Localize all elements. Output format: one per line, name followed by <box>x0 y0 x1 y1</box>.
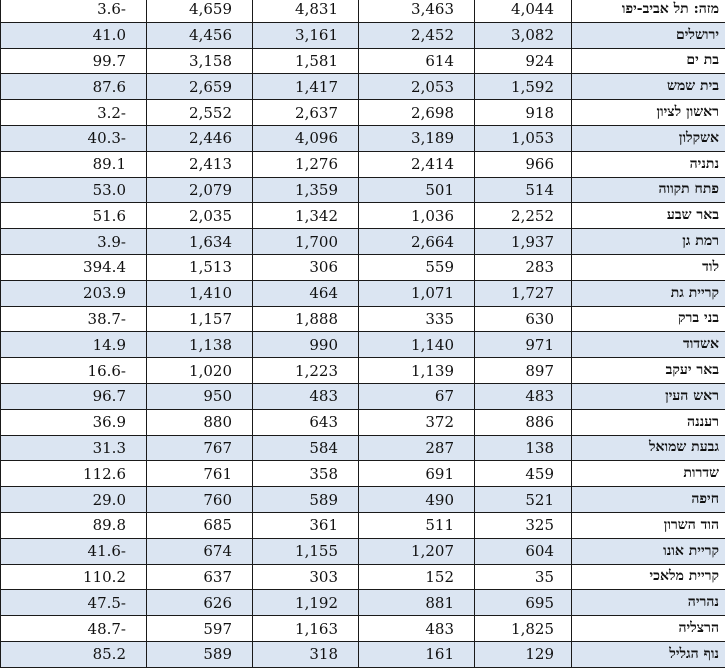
value-cell: 361 <box>253 513 359 538</box>
value-cell: 1,700 <box>253 229 359 254</box>
value-cell: 1,163 <box>253 616 359 641</box>
value-cell: 3,158 <box>147 49 253 74</box>
value-cell: 2,664 <box>359 229 475 254</box>
city-name-cell: רעננה <box>687 413 719 430</box>
value-cell: 358 <box>253 461 359 486</box>
value-cell: 521 <box>475 487 572 512</box>
value-cell: 604 <box>475 539 572 564</box>
value-cell: 3,189 <box>359 126 475 151</box>
city-name-cell: לוד <box>702 258 719 275</box>
change-percent-cell: 48.7- <box>0 616 147 641</box>
city-name-cell: באר יעקב <box>665 362 719 379</box>
value-cell: 372 <box>359 410 475 435</box>
value-cell: 1,053 <box>475 126 572 151</box>
table-row <box>0 616 725 642</box>
value-cell: 1,207 <box>359 539 475 564</box>
value-cell: 1,223 <box>253 358 359 383</box>
change-percent-cell: 31.3 <box>0 436 147 461</box>
change-percent-cell: 40.3- <box>0 126 147 151</box>
city-name-cell: נהריה <box>687 594 719 611</box>
value-cell: 306 <box>253 255 359 280</box>
value-cell: 597 <box>147 616 253 641</box>
value-cell: 2,452 <box>359 23 475 48</box>
change-percent-cell: 41.0 <box>0 23 147 48</box>
city-name-cell: שדרות <box>683 465 719 482</box>
value-cell: 1,581 <box>253 49 359 74</box>
change-percent-cell: 41.6- <box>0 539 147 564</box>
value-cell: 1,140 <box>359 332 475 357</box>
change-percent-cell: 110.2 <box>0 565 147 590</box>
change-percent-cell: 89.1 <box>0 152 147 177</box>
value-cell: 1,825 <box>475 616 572 641</box>
change-percent-cell: 394.4 <box>0 255 147 280</box>
value-cell: 886 <box>475 410 572 435</box>
change-percent-cell: 3.9- <box>0 229 147 254</box>
change-percent-cell: 53.0 <box>0 178 147 203</box>
value-cell: 161 <box>359 642 475 667</box>
table-row <box>0 590 725 616</box>
value-cell: 138 <box>475 436 572 461</box>
value-cell: 1,592 <box>475 74 572 99</box>
value-cell: 490 <box>359 487 475 512</box>
change-percent-cell: 36.9 <box>0 410 147 435</box>
value-cell: 2,637 <box>253 100 359 125</box>
value-cell: 1,138 <box>147 332 253 357</box>
value-cell: 691 <box>359 461 475 486</box>
value-cell: 3,161 <box>253 23 359 48</box>
value-cell: 2,698 <box>359 100 475 125</box>
city-name-cell: מזה: תל אביב-יפו <box>621 0 719 17</box>
value-cell: 1,155 <box>253 539 359 564</box>
table-row <box>0 23 725 49</box>
value-cell: 2,053 <box>359 74 475 99</box>
table-row <box>0 229 725 255</box>
value-cell: 3,463 <box>359 0 475 22</box>
value-cell: 589 <box>253 487 359 512</box>
table-row <box>0 565 725 591</box>
change-percent-cell: 47.5- <box>0 590 147 615</box>
change-percent-cell: 3.6- <box>0 0 147 22</box>
table-row <box>0 307 725 333</box>
change-percent-cell: 51.6 <box>0 203 147 228</box>
value-cell: 626 <box>147 590 253 615</box>
value-cell: 287 <box>359 436 475 461</box>
value-cell: 1,888 <box>253 307 359 332</box>
value-cell: 966 <box>475 152 572 177</box>
value-cell: 67 <box>359 384 475 409</box>
table-row <box>0 436 725 462</box>
city-name-cell: הרצליה <box>678 620 719 637</box>
value-cell: 2,413 <box>147 152 253 177</box>
value-cell: 767 <box>147 436 253 461</box>
value-cell: 4,456 <box>147 23 253 48</box>
value-cell: 1,410 <box>147 281 253 306</box>
table-row <box>0 410 725 436</box>
change-percent-cell: 96.7 <box>0 384 147 409</box>
change-percent-cell: 87.6 <box>0 74 147 99</box>
city-name-cell: אשדוד <box>683 336 719 353</box>
value-cell: 950 <box>147 384 253 409</box>
city-name-cell: בית שמש <box>667 78 719 95</box>
table-row <box>0 384 725 410</box>
change-percent-cell: 85.2 <box>0 642 147 667</box>
value-cell: 2,659 <box>147 74 253 99</box>
value-cell: 1,020 <box>147 358 253 383</box>
value-cell: 630 <box>475 307 572 332</box>
value-cell: 614 <box>359 49 475 74</box>
value-cell: 3,082 <box>475 23 572 48</box>
value-cell: 1,276 <box>253 152 359 177</box>
table-row <box>0 203 725 229</box>
value-cell: 459 <box>475 461 572 486</box>
value-cell: 464 <box>253 281 359 306</box>
value-cell: 559 <box>359 255 475 280</box>
table-row <box>0 100 725 126</box>
city-name-cell: קריית גת <box>670 284 719 301</box>
city-name-cell: נתניה <box>689 155 719 172</box>
value-cell: 918 <box>475 100 572 125</box>
value-cell: 283 <box>475 255 572 280</box>
value-cell: 511 <box>359 513 475 538</box>
value-cell: 1,139 <box>359 358 475 383</box>
change-percent-cell: 3.2- <box>0 100 147 125</box>
city-name-cell: באר שבע <box>666 207 719 224</box>
value-cell: 897 <box>475 358 572 383</box>
city-name-cell: פתח תקווה <box>658 181 719 198</box>
value-cell: 971 <box>475 332 572 357</box>
table-row <box>0 513 725 539</box>
city-name-cell: אשקלון <box>678 129 719 146</box>
value-cell: 924 <box>475 49 572 74</box>
city-name-cell: בת ים <box>686 52 719 69</box>
table-row <box>0 332 725 358</box>
value-cell: 1,634 <box>147 229 253 254</box>
table-row <box>0 255 725 281</box>
change-percent-cell: 14.9 <box>0 332 147 357</box>
table-row <box>0 0 725 23</box>
value-cell: 637 <box>147 565 253 590</box>
change-percent-cell: 16.6- <box>0 358 147 383</box>
city-name-cell: נוף הגליל <box>669 645 719 662</box>
value-cell: 990 <box>253 332 359 357</box>
change-percent-cell: 99.7 <box>0 49 147 74</box>
change-percent-cell: 38.7- <box>0 307 147 332</box>
value-cell: 1,036 <box>359 203 475 228</box>
change-percent-cell: 112.6 <box>0 461 147 486</box>
value-cell: 4,096 <box>253 126 359 151</box>
value-cell: 760 <box>147 487 253 512</box>
value-cell: 881 <box>359 590 475 615</box>
city-name-cell: ראש העין <box>665 387 719 404</box>
table-row <box>0 49 725 75</box>
value-cell: 1,727 <box>475 281 572 306</box>
city-name-cell: ראשון לציון <box>656 104 719 121</box>
value-cell: 880 <box>147 410 253 435</box>
table-row <box>0 539 725 565</box>
table-row <box>0 487 725 513</box>
value-cell: 2,079 <box>147 178 253 203</box>
value-cell: 589 <box>147 642 253 667</box>
value-cell: 1,342 <box>253 203 359 228</box>
value-cell: 1,071 <box>359 281 475 306</box>
value-cell: 1,937 <box>475 229 572 254</box>
value-cell: 514 <box>475 178 572 203</box>
value-cell: 325 <box>475 513 572 538</box>
value-cell: 2,446 <box>147 126 253 151</box>
value-cell: 685 <box>147 513 253 538</box>
table-row <box>0 461 725 487</box>
value-cell: 674 <box>147 539 253 564</box>
city-name-cell: רמת גן <box>682 233 719 250</box>
value-cell: 4,831 <box>253 0 359 22</box>
value-cell: 129 <box>475 642 572 667</box>
change-percent-cell: 29.0 <box>0 487 147 512</box>
value-cell: 152 <box>359 565 475 590</box>
value-cell: 303 <box>253 565 359 590</box>
value-cell: 1,417 <box>253 74 359 99</box>
value-cell: 4,659 <box>147 0 253 22</box>
value-cell: 483 <box>359 616 475 641</box>
table-row <box>0 126 725 152</box>
table-row <box>0 74 725 100</box>
value-cell: 584 <box>253 436 359 461</box>
table-row <box>0 152 725 178</box>
value-cell: 2,252 <box>475 203 572 228</box>
table-row <box>0 281 725 307</box>
value-cell: 2,552 <box>147 100 253 125</box>
value-cell: 2,035 <box>147 203 253 228</box>
value-cell: 2,414 <box>359 152 475 177</box>
value-cell: 1,513 <box>147 255 253 280</box>
value-cell: 4,044 <box>475 0 572 22</box>
value-cell: 1,192 <box>253 590 359 615</box>
change-percent-cell: 89.8 <box>0 513 147 538</box>
value-cell: 318 <box>253 642 359 667</box>
value-cell: 501 <box>359 178 475 203</box>
city-name-cell: קריית מלאכי <box>649 568 719 585</box>
table-row <box>0 358 725 384</box>
value-cell: 335 <box>359 307 475 332</box>
value-cell: 1,359 <box>253 178 359 203</box>
city-name-cell: בני ברק <box>678 310 719 327</box>
value-cell: 483 <box>253 384 359 409</box>
value-cell: 643 <box>253 410 359 435</box>
value-cell: 695 <box>475 590 572 615</box>
table-row <box>0 642 725 668</box>
city-name-cell: הוד השרון <box>663 516 719 533</box>
city-name-cell: קריית אונו <box>663 542 719 559</box>
city-name-cell: חיפה <box>691 491 719 508</box>
value-cell: 761 <box>147 461 253 486</box>
table-row <box>0 178 725 204</box>
city-name-cell: ירושלים <box>676 26 719 43</box>
change-percent-cell: 203.9 <box>0 281 147 306</box>
value-cell: 483 <box>475 384 572 409</box>
value-cell: 35 <box>475 565 572 590</box>
city-name-cell: גבעת שמואל <box>648 439 719 456</box>
value-cell: 1,157 <box>147 307 253 332</box>
